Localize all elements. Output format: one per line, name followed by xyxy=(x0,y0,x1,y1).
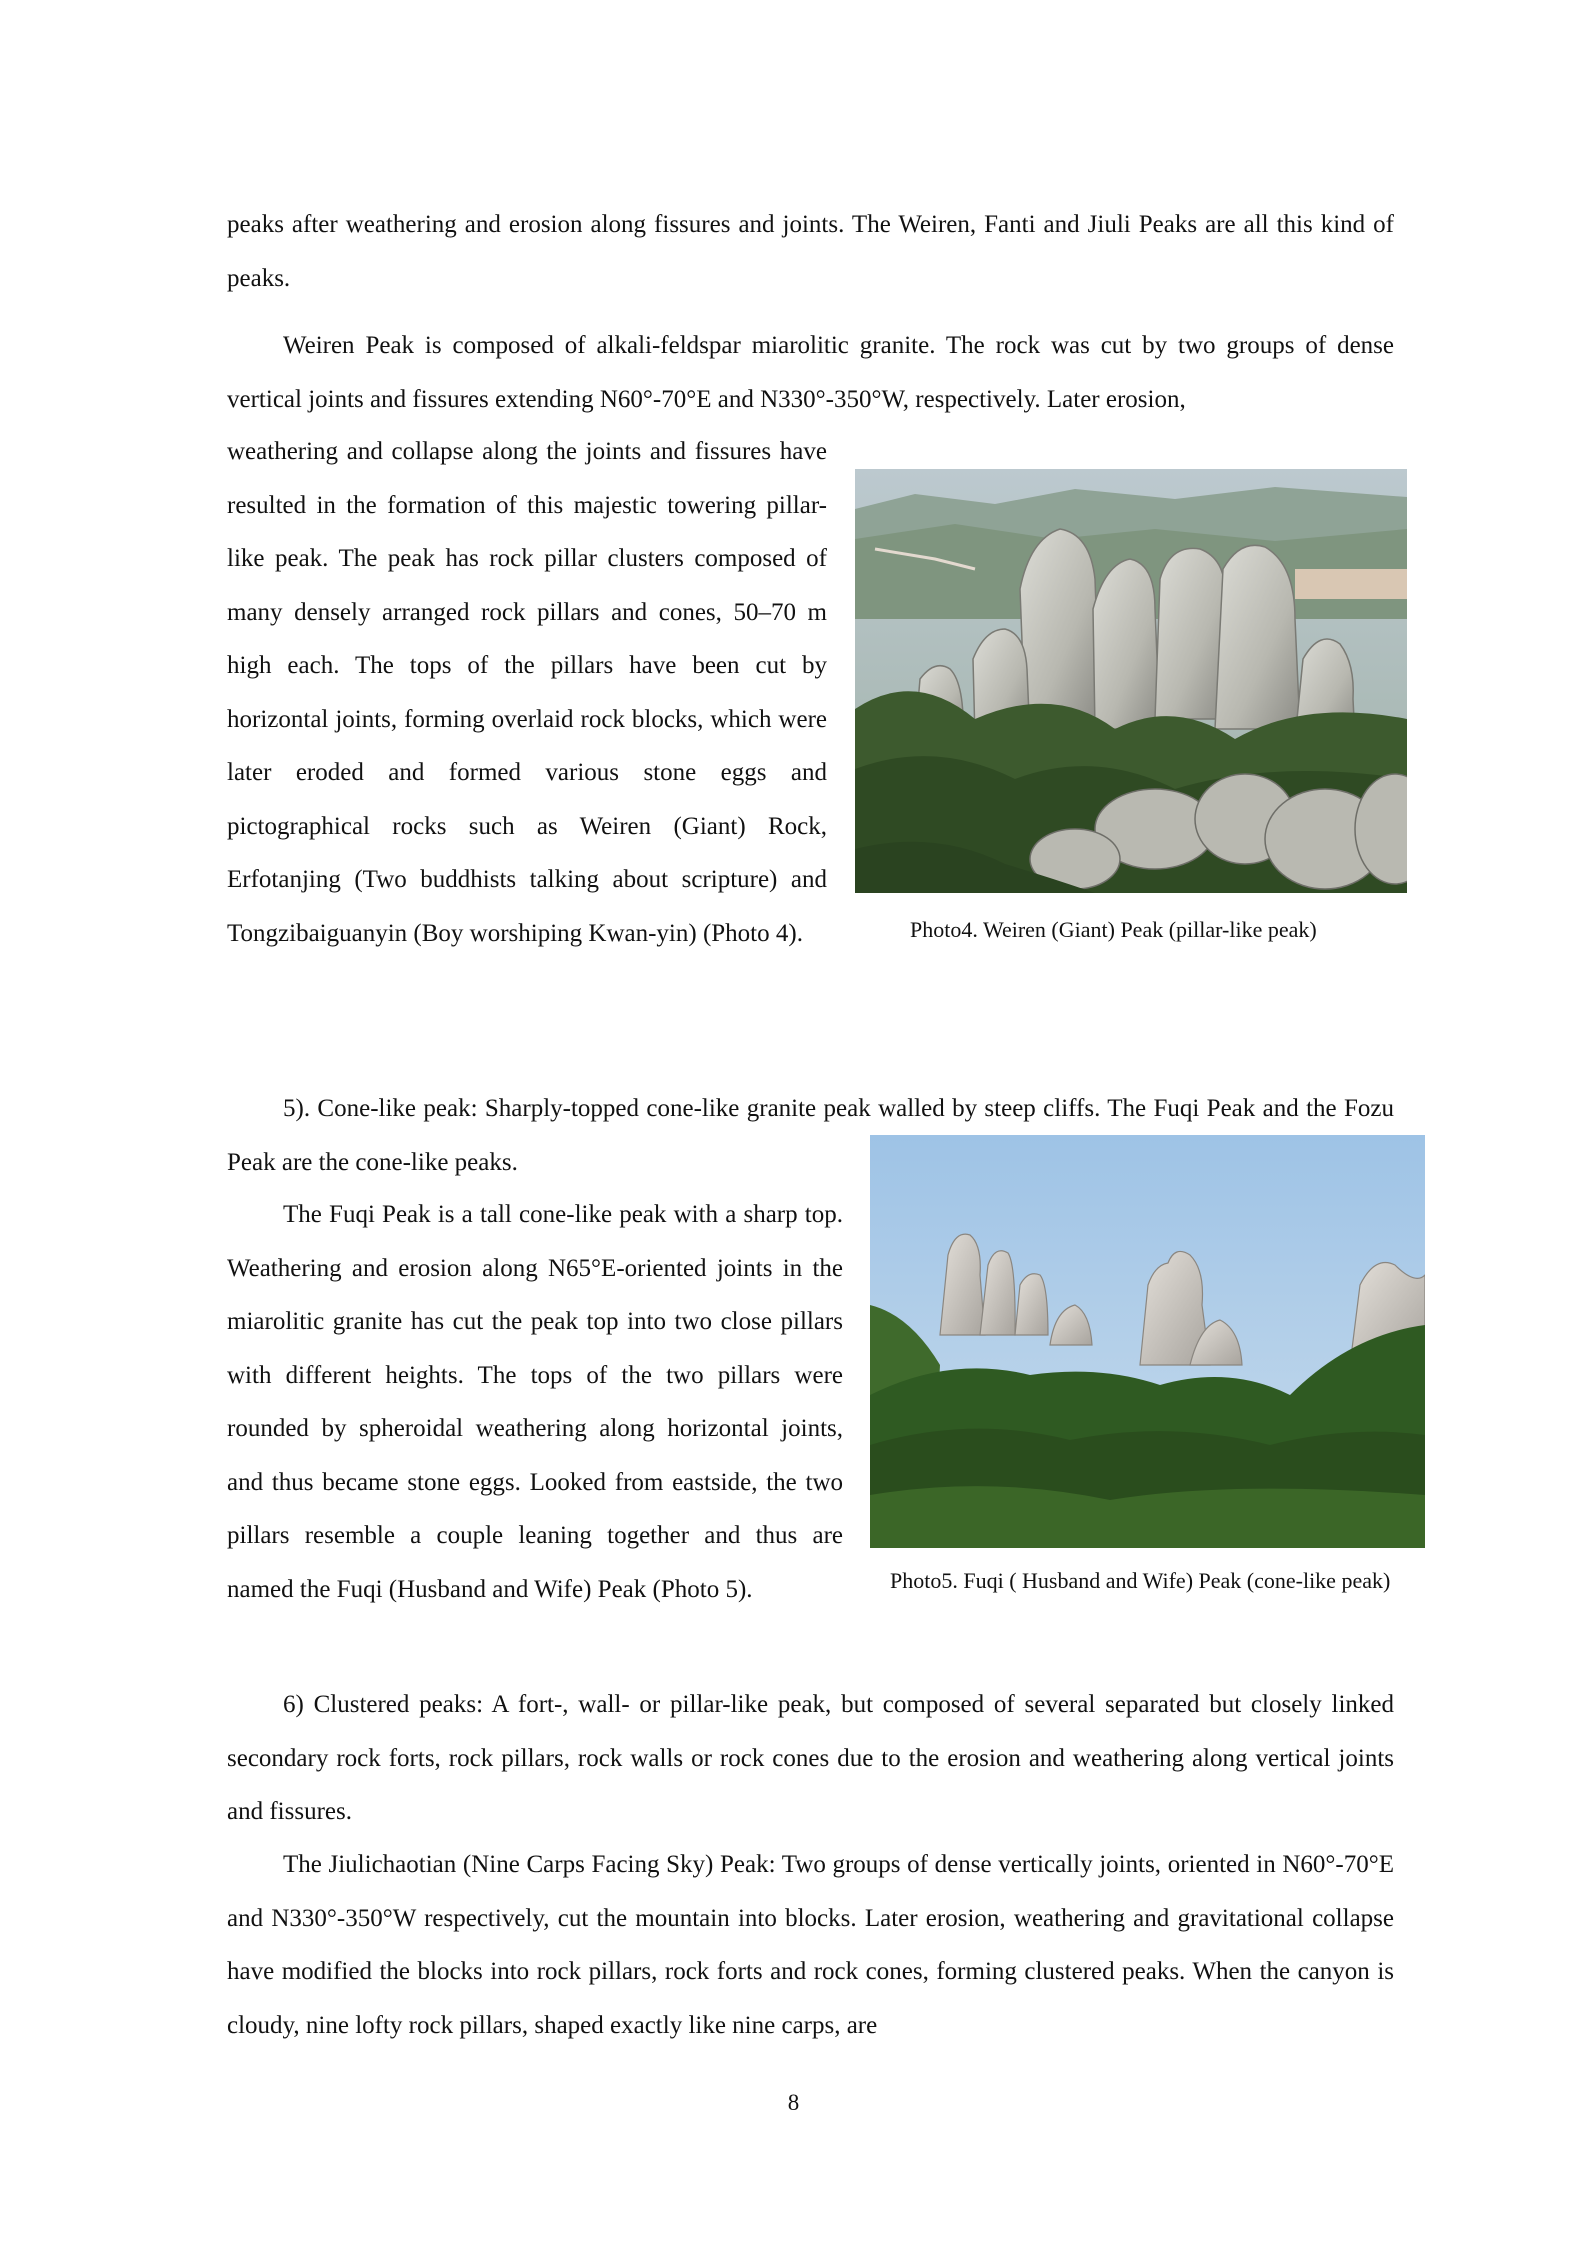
paragraph-intro: peaks after weathering and erosion along fissures and joints. The Weiren, Fanti and Jiuli Peaks are all this kind of peaks. xyxy=(227,211,1394,292)
photo-weiren-peak-image xyxy=(855,469,1407,893)
paragraph-jiulichaotian-peak: The Jiulichaotian (Nine Carps Facing Sky) Peak: Two groups of dense vertically joints, oriented in N60°-70°E and N330°-350°W respectively, cut the mountain into blocks. Later erosion, weathering and gravitational collapse have modified the blocks into rock pillars, rock forts and rock cones, forming clustered peaks. When the canyon is cloudy, nine lofty rock pillars, shaped exactly like nine carps, are xyxy=(227,1851,1394,2039)
paragraph-fuqi-peak: The Fuqi Peak is a tall cone-like peak with a sharp top. Weathering and erosion along N65°E-oriented joints in the miarolitic granite has cut the peak top into two close pillars with different heights. The tops of the two pillars were rounded by spheroidal weathering along horizontal joints, and thus became stone eggs. Looked from eastside, the two pillars resemble a couple leaning together and thus are named the Fuqi (Husband and Wife) Peak (Photo 5). xyxy=(227,1201,843,1603)
paragraph-weiren-intro: Weiren Peak is composed of alkali-feldspar miarolitic granite. The rock was cut by two groups of dense vertical joints and fissures extending N60°-70°E and N330°-350°W, respectively. Later erosion, xyxy=(227,332,1394,413)
paragraph-cone-like-peak: 5). Cone-like peak: Sharply-topped cone-like granite peak walled by steep cliffs. The Fuqi Peak and the Fozu Peak are the cone-like peaks. xyxy=(227,1095,1394,1176)
photo-weiren-peak xyxy=(855,469,1407,893)
photo-fuqi-peak xyxy=(870,1135,1425,1548)
photo-fuqi-peak-image xyxy=(870,1135,1425,1548)
page-number: 8 xyxy=(787,2090,800,2115)
photo4-caption: Photo4. Weiren (Giant) Peak (pillar-like peak) xyxy=(910,917,1317,942)
paragraph-weiren-detail: weathering and collapse along the joints and fissures have resulted in the formation of this majestic towering pillar-like peak. The peak has rock pillar clusters composed of many densely arranged rock pillars and cones, 50–70 m high each. The tops of the pillars have been cut by horizontal joints, forming overlaid rock blocks, which were later eroded and formed various stone eggs and pictographical rocks such as Weiren (Giant) Rock, Erfotanjing (Two buddhists talking about scripture) and Tongzibaiguanyin (Boy worshiping Kwan-yin) (Photo 4). xyxy=(227,438,827,947)
paragraph-clustered-peaks: 6) Clustered peaks: A fort-, wall- or pillar-like peak, but composed of several separated but closely linked secondary rock forts, rock pillars, rock walls or rock cones due to the erosion and weathering along vertical joints and fissures. xyxy=(227,1691,1394,1825)
photo5-caption: Photo5. Fuqi ( Husband and Wife) Peak (cone-like peak) xyxy=(890,1568,1391,1593)
